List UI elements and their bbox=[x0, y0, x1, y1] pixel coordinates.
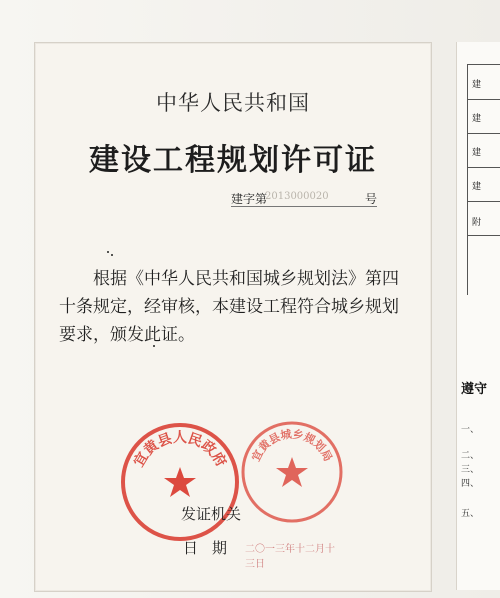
number-prefix: 建字第 bbox=[231, 192, 268, 206]
country-name: 中华人民共和国 bbox=[156, 91, 310, 115]
date-label: 日期 bbox=[183, 539, 242, 557]
rule-marker: 二、 bbox=[461, 451, 480, 461]
table-row bbox=[468, 99, 500, 100]
issue-date-line bbox=[183, 537, 343, 570]
table-cell-label: 建 bbox=[472, 148, 482, 158]
rule-marker: 四、 bbox=[461, 479, 480, 489]
rule-marker: 三、 bbox=[461, 465, 480, 475]
ink-speck bbox=[111, 254, 113, 256]
rules-heading: 遵守 bbox=[461, 382, 488, 397]
table-row bbox=[468, 201, 500, 202]
rule-marker: 五、 bbox=[461, 509, 480, 519]
rule-marker: 一、 bbox=[461, 425, 480, 435]
table-row bbox=[468, 235, 500, 236]
certificate-title: 建设工程规划许可证 bbox=[89, 143, 377, 178]
left-official-seal bbox=[119, 421, 241, 543]
ink-speck bbox=[107, 251, 109, 253]
table-cell-label: 附 bbox=[472, 218, 482, 228]
table-row bbox=[468, 167, 500, 168]
right-official-seal bbox=[239, 419, 345, 525]
table-cell-label: 建 bbox=[472, 182, 482, 192]
issuing-authority-label: 发证机关 bbox=[181, 505, 242, 523]
number-suffix: 号 bbox=[364, 192, 377, 206]
certificate-page bbox=[34, 42, 432, 592]
certificate-number: 2013000020 bbox=[265, 191, 329, 202]
table-cell-label: 建 bbox=[472, 114, 482, 124]
table-cell-label: 建 bbox=[472, 80, 482, 90]
issue-date: 二〇一三年十二月十三日 bbox=[245, 544, 335, 570]
adjacent-page bbox=[456, 42, 500, 590]
certificate-body-text: 根据《中华人民共和国城乡规划法》第四十条规定，经审核，本建设工程符合城乡规划要求，颁发此证。 bbox=[59, 269, 399, 345]
certificate-number-line bbox=[231, 188, 377, 207]
svg-text:宜黄县人民政府: 宜黄县人民政府 bbox=[131, 430, 229, 470]
svg-text:宜黄县城乡规划局: 宜黄县城乡规划局 bbox=[249, 427, 335, 464]
table-row bbox=[468, 133, 500, 134]
info-table-edge bbox=[467, 64, 500, 295]
